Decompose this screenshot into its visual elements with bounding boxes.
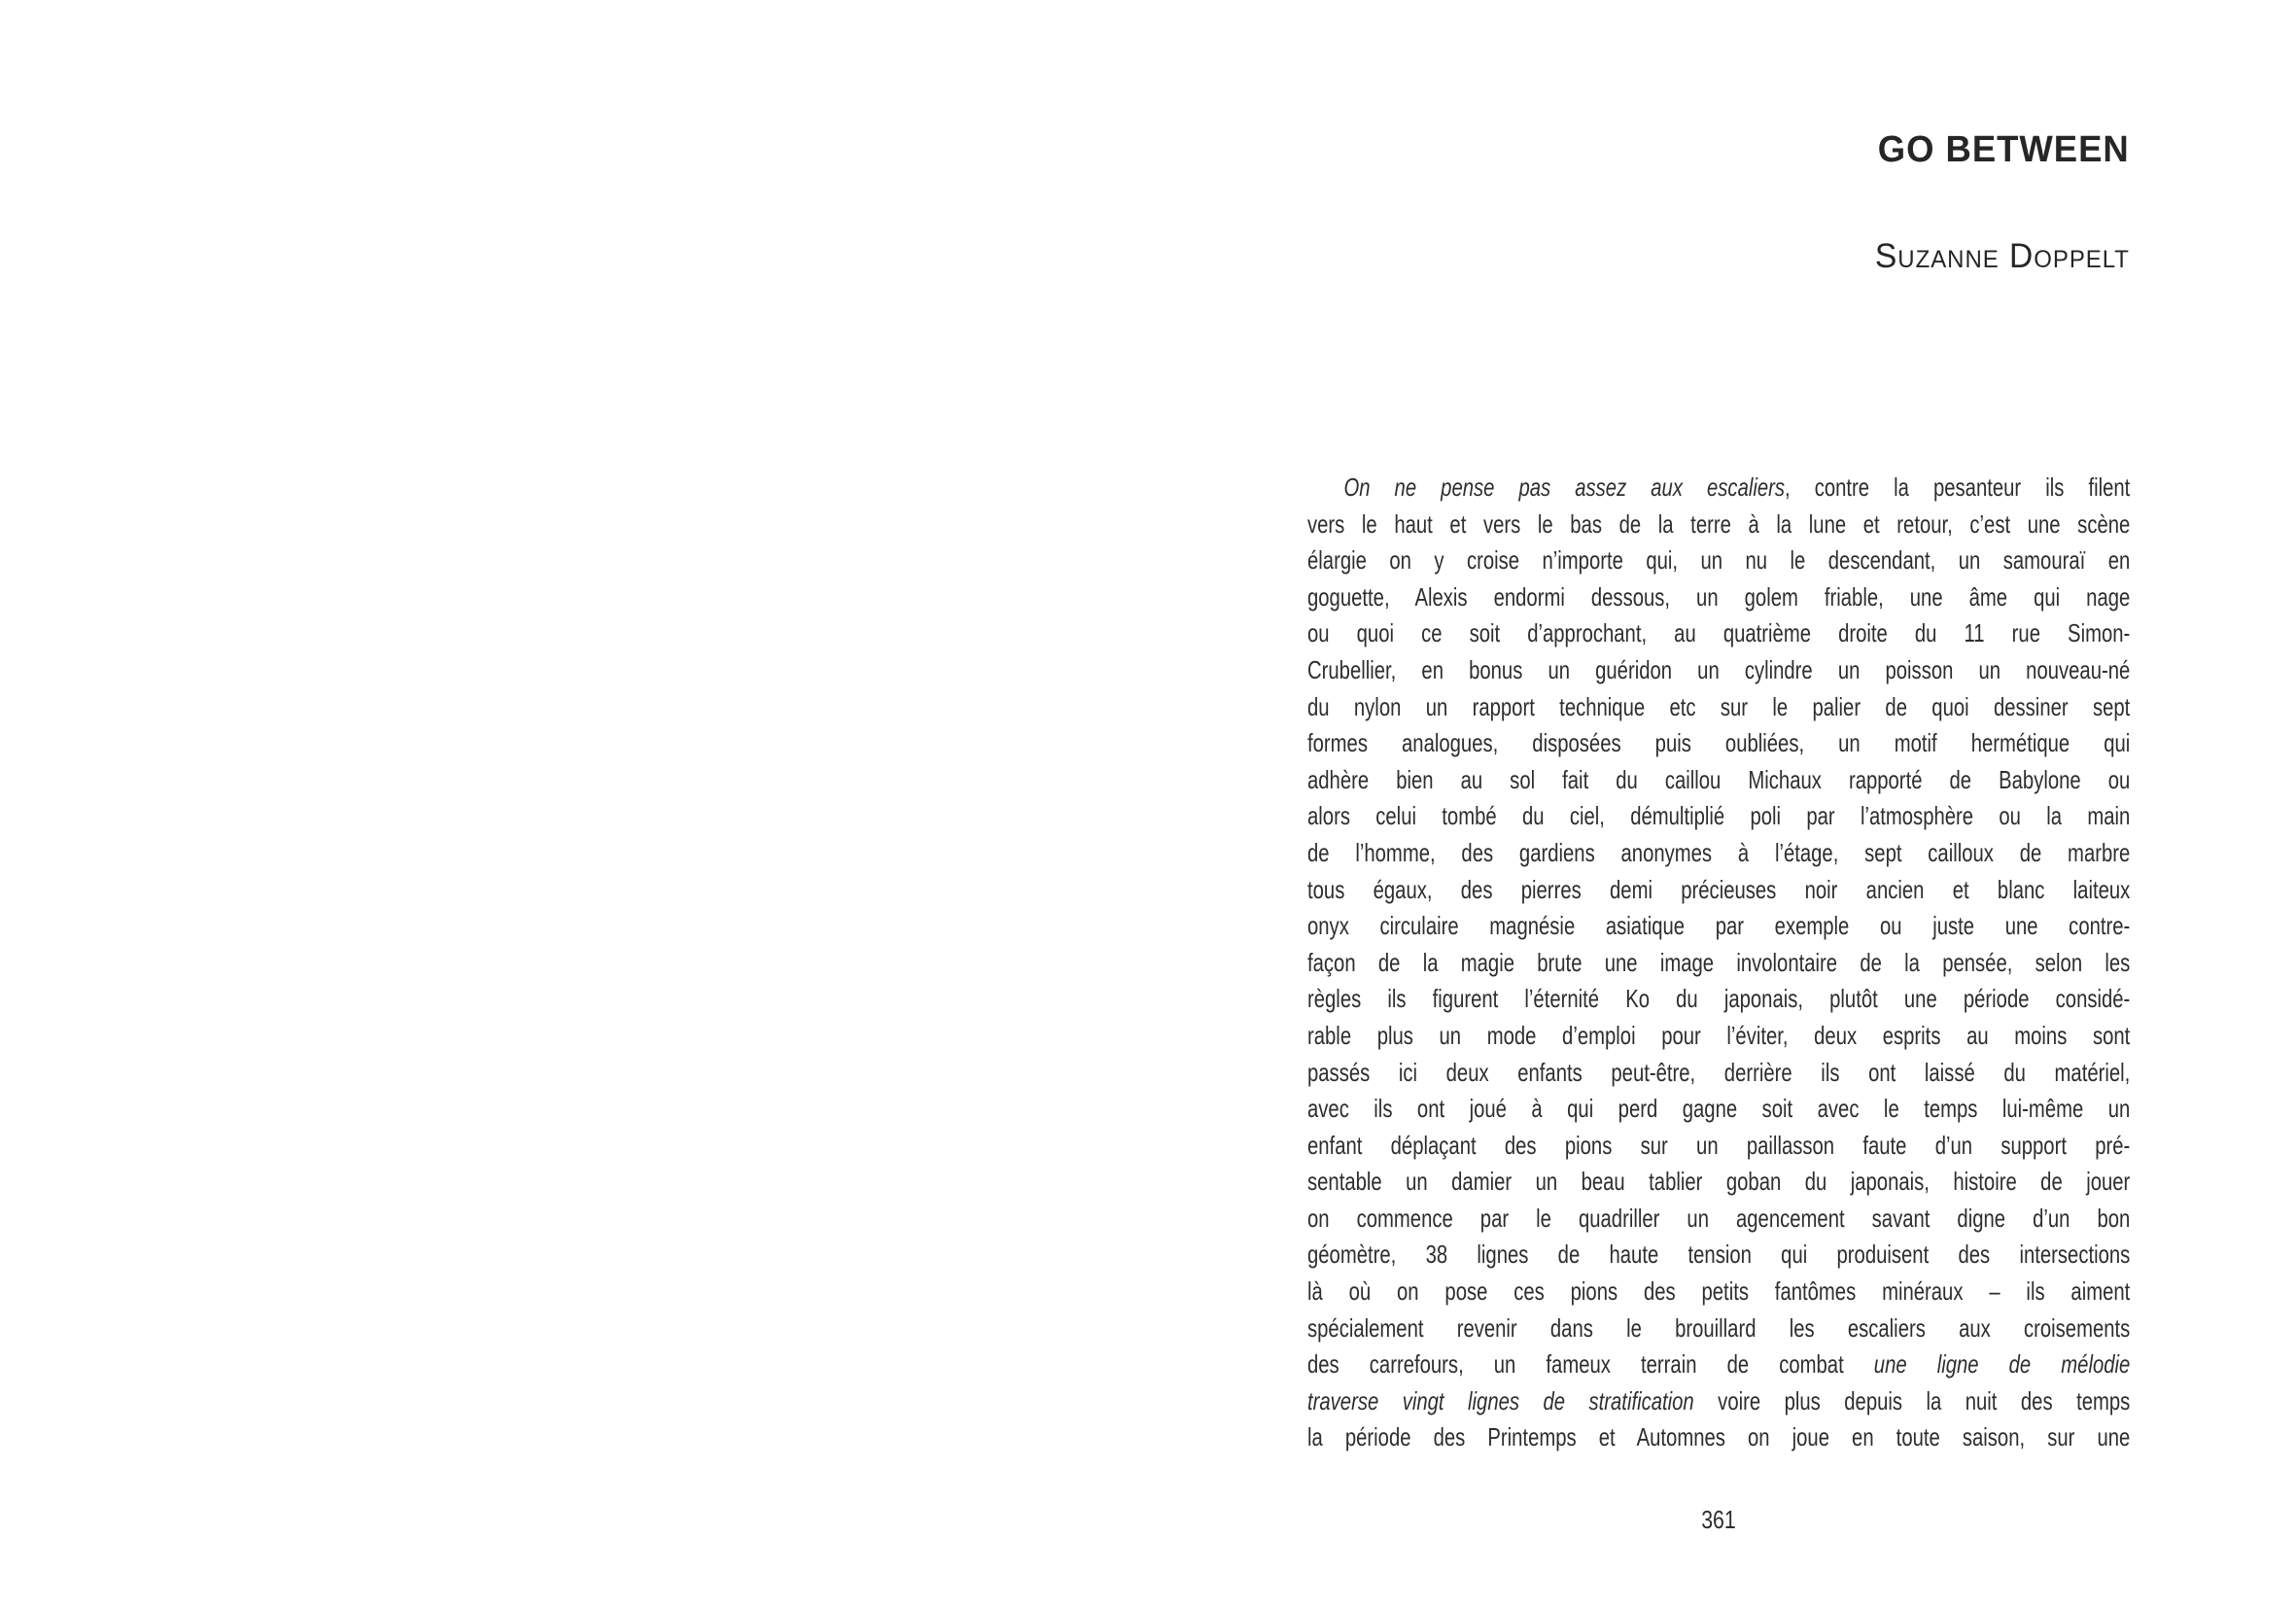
text-line: élargie on y croise n’importe qui, un nu le descendant, un samouraï en <box>1307 545 2131 576</box>
text-line: ou quoi ce soit d’approchant, au quatrième droite du 11 rue Simon- <box>1307 618 2131 648</box>
text-line: là où on pose ces pions des petits fantômes minéraux – ils aiment <box>1307 1276 2131 1307</box>
text-line: vers le haut et vers le bas de la terre à la lune et retour, c’est une scène <box>1307 508 2131 539</box>
text-line: Crubellier, en bonus un guéridon un cylindre un poisson un nouveau-né <box>1307 654 2131 684</box>
author-name: Suzanne Doppelt <box>1874 237 2130 275</box>
text-line: onyx circulaire magnésie asiatique par exemple ou juste une contre- <box>1307 911 2131 941</box>
body-text <box>1307 470 2130 1456</box>
text-line: avec ils ont joué à qui perd gagne soit avec le temps lui-même un <box>1307 1094 2131 1124</box>
text-line: spécialement revenir dans le brouillard les escaliers aux croisements <box>1307 1312 2131 1343</box>
text-line: enfant déplaçant des pions sur un paillasson faute d’un support pré- <box>1307 1130 2131 1160</box>
text-line: du nylon un rapport technique etc sur le palier de quoi dessiner sept <box>1307 691 2131 721</box>
text-line: façon de la magie brute une image involontaire de la pensée, selon les <box>1307 947 2131 977</box>
text-line: des carrefours, un fameux terrain de combat une ligne de mélodie <box>1307 1349 2131 1380</box>
text-line: tous égaux, des pierres demi précieuses noir ancien et blanc laiteux <box>1307 874 2131 904</box>
text-line: on commence par le quadriller un agencement savant digne d’un bon <box>1307 1203 2131 1233</box>
text-line: traverse vingt lignes de stratification voire plus depuis la nuit des temps <box>1307 1385 2131 1415</box>
text-line: goguette, Alexis endormi dessous, un golem friable, une âme qui nage <box>1307 581 2131 611</box>
text-line: passés ici deux enfants peut-être, derrière ils ont laissé du matériel, <box>1307 1057 2131 1087</box>
text-line: alors celui tombé du ciel, démultiplié poli par l’atmosphère ou la main <box>1307 801 2131 831</box>
text-line: formes analogues, disposées puis oubliées, un motif hermétique qui <box>1307 728 2131 758</box>
text-line: de l’homme, des gardiens anonymes à l’étage, sept cailloux de marbre <box>1307 837 2131 867</box>
text-line: la période des Printemps et Automnes on joue en toute saison, sur une <box>1307 1422 2131 1452</box>
page-number: 361 <box>1701 1505 1736 1534</box>
text-column <box>1307 0 2130 1607</box>
text-line: On ne pense pas assez aux escaliers, contre la pesanteur ils filent <box>1343 472 2131 502</box>
text-line: rable plus un mode d’emploi pour l’éviter, deux esprits au moins sont <box>1307 1020 2131 1050</box>
text-line: sentable un damier un beau tablier goban du japonais, histoire de jouer <box>1307 1167 2131 1197</box>
text-line: géomètre, 38 lignes de haute tension qui produisent des intersections <box>1307 1240 2131 1270</box>
text-line: adhère bien au sol fait du caillou Michaux rapporté de Babylone ou <box>1307 764 2131 794</box>
page-title: GO BETWEEN <box>1878 129 2130 170</box>
text-line: règles ils figurent l’éternité Ko du japonais, plutôt une période considé- <box>1307 984 2131 1014</box>
